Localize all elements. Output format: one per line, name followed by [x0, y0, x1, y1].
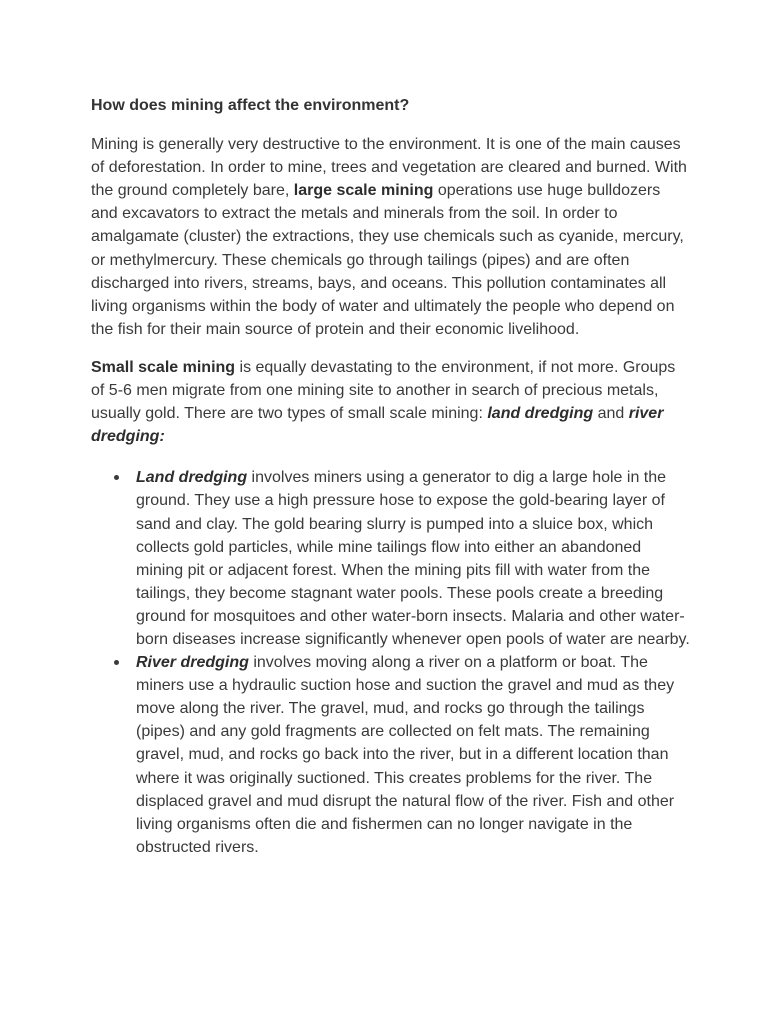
land-dredging-term: Land dredging [136, 469, 248, 487]
paragraph-large-scale-mining [91, 133, 691, 341]
paragraph-small-scale-mining [91, 356, 691, 448]
river-dredging-text: involves moving along a river on a platform or boat. The miners use a hydraulic suction hose and suction the gravel and mud as they move along the river. The gravel, mud, and rocks go through the tailings (pipes) and any gold fragments are collected on felt mats. The remaining gravel, mud, and rocks go back into the river, but in a different location than where it was originally suctioned. This creates problems for the river. The displaced gravel and mud disrupt the natural flow of the river. Fish and other living organisms often die and fishermen can no longer navigate in the obstructed rivers. [136, 654, 675, 856]
dredging-list [91, 466, 691, 859]
paragraph2-land-dredging: land dredging [487, 405, 594, 423]
paragraph2-text-b: and [593, 405, 629, 423]
paragraph2-text-a: is equally devastating to the environment, if not more. Groups of 5-6 men migrate from one mining site to another in search of precious metals, usually gold. There are two types of small scale mining: [91, 358, 676, 423]
list-item-land-dredging [136, 466, 691, 651]
paragraph1-text-a: Mining is generally very destructive to the environment. It is one of the main causes of deforestation. In order to mine, trees and vegetation are cleared and burned. With the ground completely bare, [91, 136, 687, 200]
list-item-river-dredging [136, 651, 691, 859]
document-page [91, 94, 691, 859]
land-dredging-text: involves miners using a generator to dig a large hole in the ground. They use a high pressure hose to expose the gold-bearing layer of sand and clay. The gold bearing slurry is pumped into a sluice box, which collects gold particles, while mine tailings flow into either an abandoned mining pit or adjacent forest. When the mining pits fill with water from the tailings, they become stagnant water pools. These pools create a breeding ground for mosquitoes and other water-born insects. Malaria and other water-born diseases increase significantly whenever open pools of water are nearby. [136, 469, 690, 648]
bullet-icon [114, 660, 119, 665]
paragraph2-river-dredging: river dredging: [91, 405, 664, 446]
document-heading: How does mining affect the environment? [91, 97, 410, 114]
paragraph1-text-b: operations use huge bulldozers and excavators to extract the metals and minerals from the soil. In order to amalgamate (cluster) the extractions, they use chemicals such as cyanide, mercury, or methylmercury. These chemicals go through tailings (pipes) and are often discharged into rivers, streams, bays, and oceans. This pollution contaminates all living organisms within the body of water and ultimately the people who depend on the fish for their main source of protein and their economic livelihood. [91, 182, 684, 338]
river-dredging-term: River dredging [136, 654, 249, 672]
paragraph1-bold-term: large scale mining [293, 182, 434, 200]
paragraph2-bold-term: Small scale mining [91, 358, 236, 376]
bullet-icon [114, 475, 119, 480]
